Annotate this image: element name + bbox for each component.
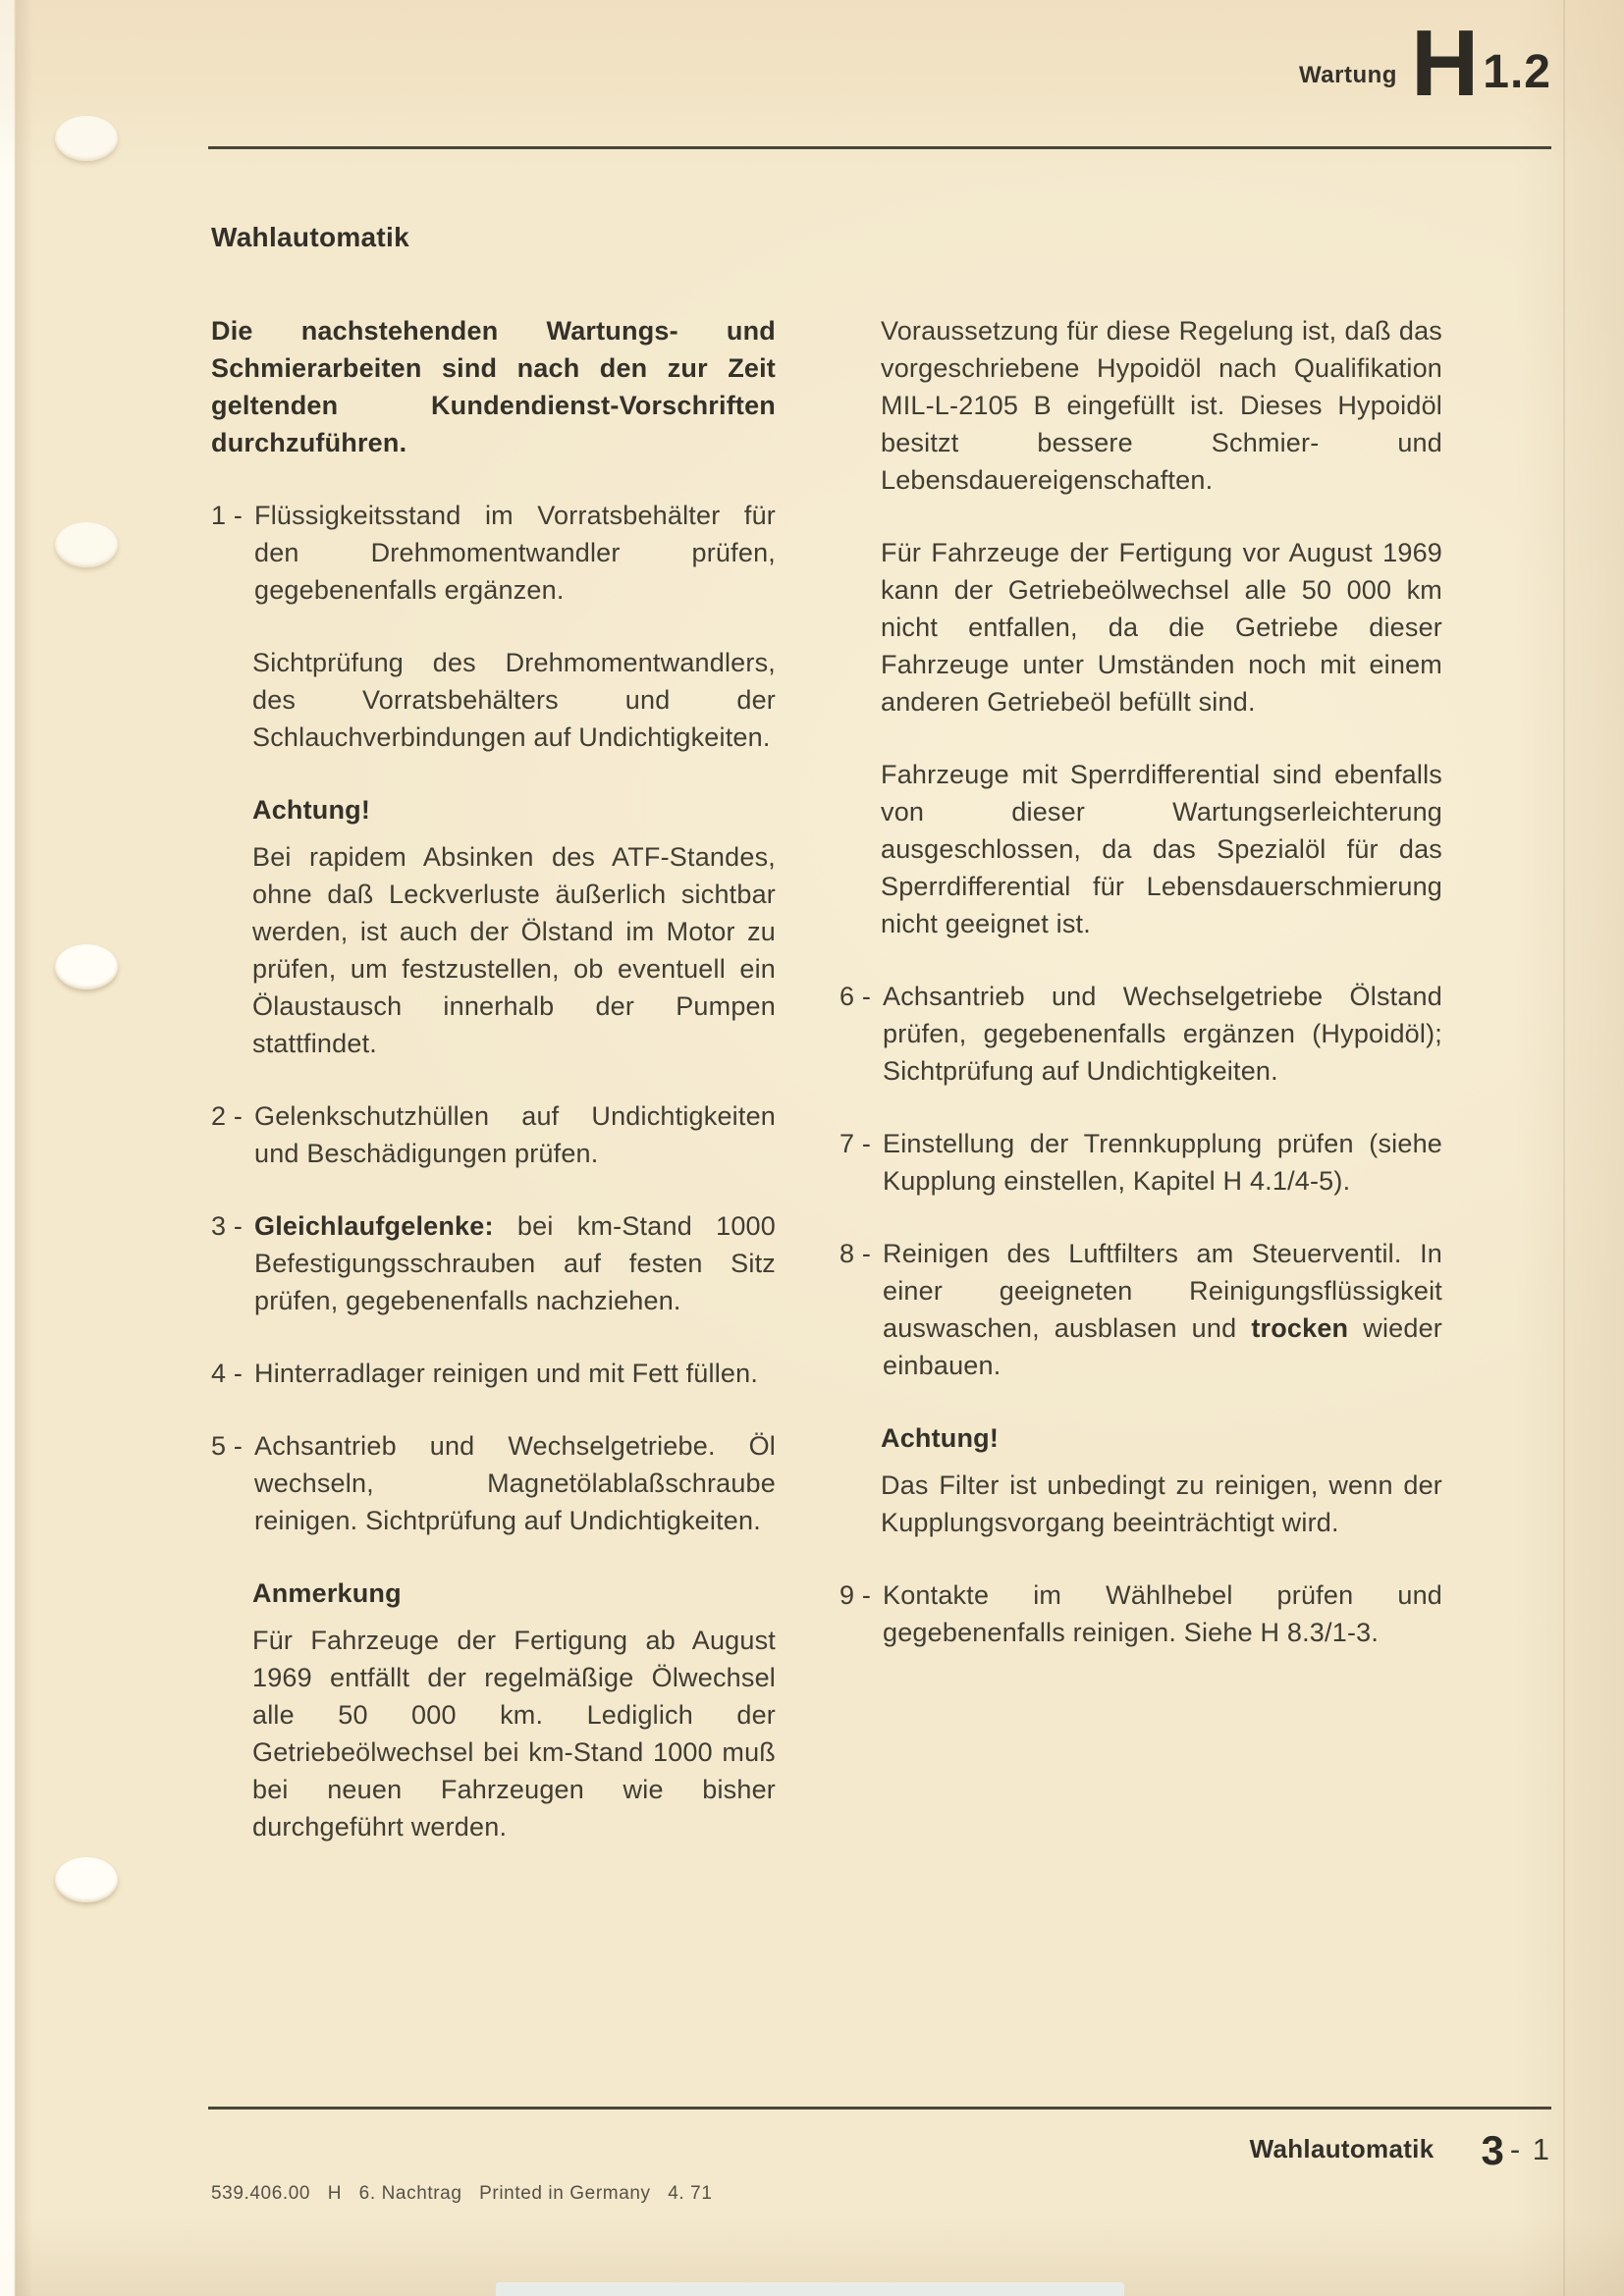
page-edge-shadow xyxy=(1563,0,1565,2296)
achtung-heading-2: Achtung! xyxy=(881,1423,1000,1453)
list-item-9 xyxy=(839,1576,1442,1651)
item-text xyxy=(883,1235,1442,1384)
page-header xyxy=(1299,11,1551,116)
item-text-pre: Reinigen des Luftfilters am Steuerventil. In einer geeigneten Reinigungsflüssigkeit auswaschen, ausblasen und xyxy=(883,1239,1442,1343)
left-column xyxy=(211,312,776,1881)
item-text: Achsantrieb und Wechselgetriebe Ölstand prüfen, gegebenenfalls ergänzen (Hypoidöl); Sichtprüfung auf Undichtigkeiten. xyxy=(883,982,1442,1086)
list-item-4 xyxy=(211,1355,776,1392)
item-marker: 4 - xyxy=(211,1359,244,1388)
footer-section-label: Wahlautomatik xyxy=(1249,2134,1435,2163)
list-item-8 xyxy=(839,1235,1442,1384)
item-marker: 2 - xyxy=(211,1101,244,1131)
item-marker: 6 - xyxy=(839,982,872,1011)
item-marker: 8 - xyxy=(839,1239,872,1268)
item-text: Einstellung der Trennkupplung prüfen (siehe Kupplung einstellen, Kapitel H 4.1/4-5). xyxy=(883,1129,1442,1196)
list-item-7 xyxy=(839,1125,1442,1200)
achtung-paragraph: Bei rapidem Absinken des ATF-Standes, ohne daß Leckverluste äußerlich sichtbar werden, ist auch der Ölstand im Motor zu prüfen, um festzustellen, ob eventuell ein Ölaustausch innerhalb der Pumpen stattfindet. xyxy=(252,842,776,1058)
sichtpruefung-paragraph: Sichtprüfung des Drehmomentwandlers, des Vorratsbehälters und der Schlauchverbindungen auf Undichtigkeiten. xyxy=(252,648,776,752)
item-text: Hinterradlager reinigen und mit Fett füllen. xyxy=(254,1359,759,1388)
punch-hole xyxy=(55,522,118,567)
scanner-edge-strip xyxy=(496,2282,1124,2296)
item-lead-bold: Gleichlaufgelenke: xyxy=(254,1211,494,1241)
header-rule xyxy=(208,146,1551,149)
item-marker: 5 - xyxy=(211,1431,244,1461)
sperrdifferential-paragraph: Fahrzeuge mit Sperrdifferential sind ebenfalls von dieser Wartungserleichterung ausgeschlossen, da das Spezialöl für das Sperrdifferential für Lebensdauerschmierung nicht geeignet ist. xyxy=(881,760,1442,938)
item-text-rest: bei km-Stand 1000 Befestigungsschrauben auf festen Sitz prüfen, gegebenenfalls nachziehen. xyxy=(254,1211,776,1315)
item-text: Flüssigkeitsstand im Vorratsbehälter für den Drehmomentwandler prüfen, gegebenenfalls ergänzen. xyxy=(254,501,776,605)
list-item-6 xyxy=(839,978,1442,1090)
vor-august-paragraph: Für Fahrzeuge der Fertigung vor August 1969 kann der Getriebeölwechsel alle 50 000 km nicht entfallen, da die Getriebe dieser Fahrzeuge unter Umständen noch mit einem anderen Getriebeöl befüllt sind. xyxy=(881,538,1442,717)
footer-page-reference xyxy=(1249,2127,1551,2174)
item-marker: 9 - xyxy=(839,1580,872,1610)
footer-rule xyxy=(208,2107,1551,2109)
voraussetzung-paragraph: Voraussetzung für diese Regelung ist, daß das vorgeschriebene Hypoidöl nach Qualifikation MIL-L-2105 B eingefüllt ist. Dieses Hypoidöl besitzt bessere Schmier- und Lebensdauereigenschaften. xyxy=(881,316,1442,495)
header-chapter-number: 1.2 xyxy=(1483,45,1551,98)
item-marker: 3 - xyxy=(211,1211,244,1241)
header-chapter-letter: H xyxy=(1410,11,1478,116)
page-number-minor: - 1 xyxy=(1509,2132,1551,2166)
achtung-paragraph-2: Das Filter ist unbedingt zu reinigen, wenn der Kupplungsvorgang beeinträchtigt wird. xyxy=(881,1470,1442,1537)
list-item-5 xyxy=(211,1427,776,1539)
item-text: Gelenkschutzhüllen auf Undichtigkeiten und Beschädigungen prüfen. xyxy=(254,1101,776,1168)
right-column xyxy=(839,312,1442,1686)
imprint-line: 539.406.00 H 6. Nachtrag Printed in Germany 4. 71 xyxy=(211,2183,713,2204)
list-item-2 xyxy=(211,1097,776,1172)
item-text: Achsantrieb und Wechselgetriebe. Öl wechseln, Magnetölablaßschraube reinigen. Sichtprüfung auf Undichtigkeiten. xyxy=(254,1431,776,1535)
anmerkung-heading: Anmerkung xyxy=(252,1578,402,1608)
item-text: Kontakte im Wählhebel prüfen und gegebenenfalls reinigen. Siehe H 8.3/1-3. xyxy=(883,1580,1442,1647)
item-text xyxy=(254,1207,776,1319)
punch-hole xyxy=(55,116,118,161)
item-marker: 1 - xyxy=(211,501,244,530)
achtung-heading: Achtung! xyxy=(252,795,371,825)
header-section-label: Wartung xyxy=(1299,61,1397,88)
item-text-post: wieder einbauen. xyxy=(883,1313,1442,1380)
punch-hole xyxy=(55,944,118,989)
page-number-major: 3 xyxy=(1481,2127,1504,2174)
intro-paragraph: Die nachstehenden Wartungs- und Schmierarbeiten sind nach den zur Zeit geltenden Kundendienst-Vorschriften durchzuführen. xyxy=(211,316,776,457)
anmerkung-paragraph: Für Fahrzeuge der Fertigung ab August 1969 entfällt der regelmäßige Ölwechsel alle 50 000 km. Lediglich der Getriebeölwechsel bei km-Stand 1000 muß bei neuen Fahrzeugen wie bisher durchgeführt werden. xyxy=(252,1626,776,1842)
list-item-3 xyxy=(211,1207,776,1319)
list-item-1 xyxy=(211,497,776,609)
page-title: Wahlautomatik xyxy=(211,222,409,252)
item-marker: 7 - xyxy=(839,1129,872,1158)
punch-hole xyxy=(55,1857,118,1902)
item-bold-word: trocken xyxy=(1251,1313,1349,1343)
